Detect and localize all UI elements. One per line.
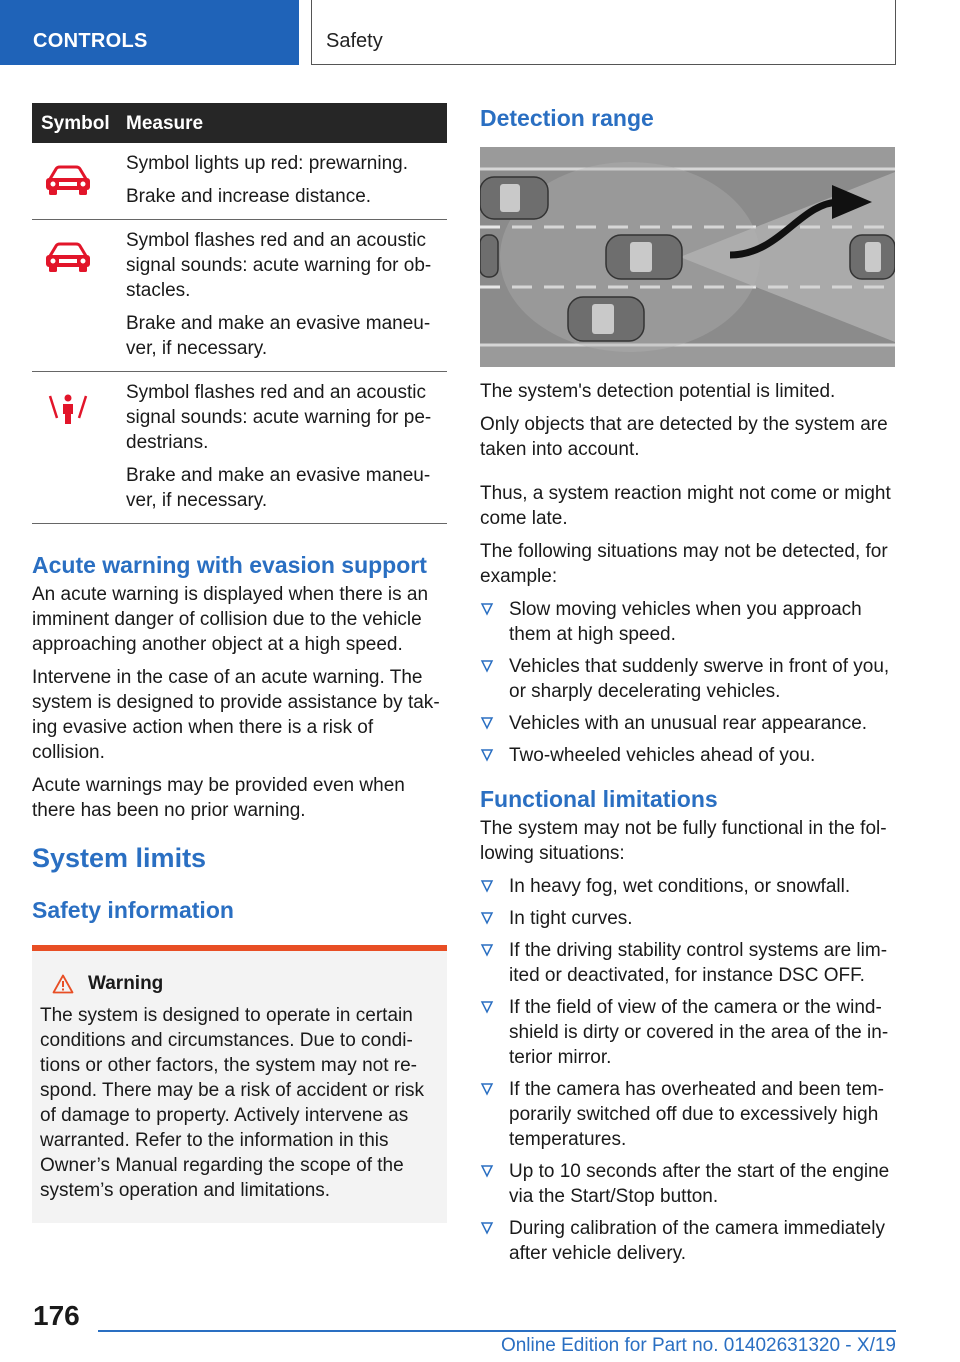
list-item: During calibration of the camera immediately after vehicle delivery. [480,1216,896,1266]
triangle-bullet-icon [480,659,494,673]
list-item: If the driving stability control systems are limited or deactivated, for instance DSC OFF. [480,938,896,988]
chapter-title: Safety [326,30,383,52]
road-diagram-svg [480,147,895,367]
measure-text: Brake and make an evasive maneuver, if necessary. [126,313,431,359]
detection-range-illustration [480,147,895,367]
right-column [480,103,896,1273]
warning-title [40,973,439,995]
column-header-measure: Measure [126,113,204,134]
list-item: Vehicles that suddenly swerve in front of you, or sharply decelerating vehicles. [480,654,896,704]
table-row [32,220,447,372]
paragraph: Acute warnings may be provided even when there has been no prior warning. [32,775,405,821]
measure-text: Symbol lights up red: prewarning. [126,153,408,174]
triangle-bullet-icon [480,1000,494,1014]
paragraph: An acute warning is displayed when there is an imminent danger of collision due to the vehicle approaching another object at a high speed. [32,584,429,655]
triangle-bullet-icon [480,602,494,616]
warning-label: Warning [88,973,164,994]
paragraph: The following situations may not be detected, for example: [480,541,888,587]
page-number: 176 [33,1300,80,1331]
acute-warning-section [32,550,447,823]
triangle-bullet-icon [480,748,494,762]
list-item: In heavy fog, wet conditions, or snowfall. [480,874,896,899]
paragraph: The system may not be fully functional in the following situations: [480,818,887,864]
pedestrian-warning-icon [42,392,94,426]
car-warning-icon [42,163,94,197]
measure-text: Brake and increase distance. [126,186,372,207]
paragraph: Thus, a system reaction might not come or might come late. [480,483,891,529]
list-item: In tight curves. [480,906,896,931]
measure-text: Symbol flashes red and an acoustic signal sounds: acute warning for obstacles. [126,230,432,301]
triangle-bullet-icon [480,1164,494,1178]
triangle-bullet-icon [480,716,494,730]
functional-bullet-list [480,874,896,1266]
table-row [32,143,447,220]
warning-triangle-icon [52,974,74,994]
section-heading: Detection range [480,105,654,131]
measure-text: Brake and make an evasive maneuver, if necessary. [126,465,431,511]
paragraph: The system's detection potential is limited. [480,381,836,402]
section-heading: Safety information [32,897,234,923]
triangle-bullet-icon [480,1082,494,1096]
section-tab [0,0,299,65]
triangle-bullet-icon [480,943,494,957]
triangle-bullet-icon [480,1221,494,1235]
footer-divider [98,1330,896,1332]
list-item: Vehicles with an unusual rear appearance. [480,711,896,736]
edition-footer: Online Edition for Part no. 01402631320 - X/19 [500,1335,896,1356]
table-header [32,103,447,143]
table-row [32,372,447,524]
triangle-bullet-icon [480,879,494,893]
paragraph: Only objects that are detected by the system are taken into account. [480,414,888,460]
warning-box [32,945,447,1223]
measure-text: Symbol flashes red and an acoustic signal sounds: acute warning for pedestrians. [126,382,432,453]
chapter-tab [311,0,896,65]
detection-bullet-list [480,597,896,768]
warning-text: The system is designed to operate in certain conditions and circumstances. Due to conditions or other factors, the system may not respond. There may be a risk of accident or risk of damage to property. Actively intervene as warranted. Refer to the information in this Owner’s Manual regarding the scope of the system’s operation and limitations. [40,1005,425,1201]
chapter-heading: System limits [32,843,207,873]
list-item: Two-wheeled vehicles ahead of you. [480,743,896,768]
car-warning-icon [42,240,94,274]
section-heading: Acute warning with evasion support [32,552,427,578]
section-heading: Functional limitations [480,786,718,812]
list-item: If the field of view of the camera or the windshield is dirty or covered in the area of the interior mirror. [480,995,896,1070]
list-item: Slow moving vehicles when you approach them at high speed. [480,597,896,647]
functional-limitations-section [480,784,896,866]
detection-text [480,379,896,589]
list-item: If the camera has overheated and been temporarily switched off due to excessively high temperatures. [480,1077,896,1152]
left-column [32,103,447,1223]
column-header-symbol: Symbol [41,113,110,134]
section-title: CONTROLS [33,30,148,52]
list-item: Up to 10 seconds after the start of the engine via the Start/Stop button. [480,1159,896,1209]
paragraph: Intervene in the case of an acute warning. The system is designed to provide assistance by taking evasive action when there is a risk of collision. [32,667,440,763]
triangle-bullet-icon [480,911,494,925]
